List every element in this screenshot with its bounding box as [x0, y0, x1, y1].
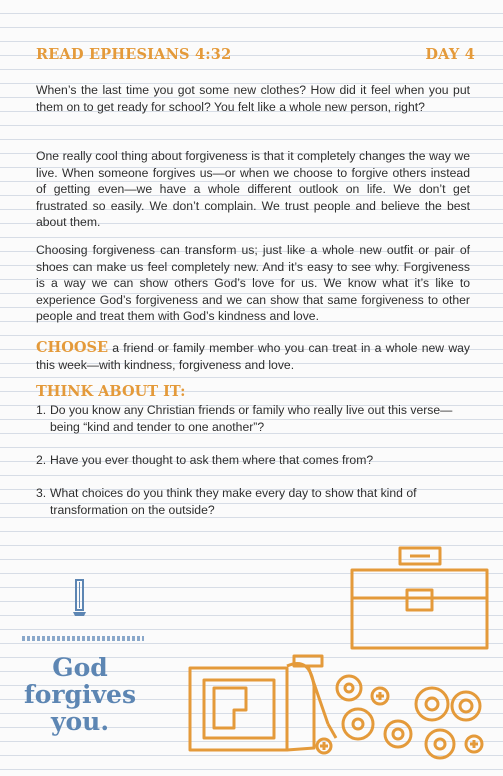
tagline [20, 654, 140, 735]
paragraph-2-text: One really cool thing about forgiveness is that it completely changes the way we live. When someone forgives us—or when we choose to forgive others instead of getting even—we have a whole different outlook on life. We don’t get frustrated so easily. We don’t complain. We trust people and believe the best about them. [36, 149, 470, 229]
paragraph-2 [36, 148, 470, 231]
tools-illustration [182, 538, 492, 768]
question-text: Do you know any Christian friends or family who really live out this verse—being “kind and tender to one another”? [50, 403, 453, 434]
paragraph-1 [36, 82, 470, 115]
toolbox-icon [352, 548, 487, 648]
question-3 [36, 485, 476, 518]
choose-keyword: CHOOSE [36, 339, 109, 356]
question-number: 1. [36, 403, 47, 417]
question-number: 2. [36, 453, 47, 467]
question-1 [36, 402, 476, 435]
tagline-line-1: God [52, 653, 108, 682]
page-header [36, 46, 475, 66]
scripture-reference: READ EPHESIANS 4:32 [36, 46, 232, 63]
question-2 [36, 452, 476, 469]
divider-dash [22, 636, 144, 641]
tagline-line-2: forgives [23, 680, 137, 709]
tagline-line-3: you. [50, 707, 110, 736]
blueprint-icon [190, 664, 314, 751]
paragraph-1-text: When’s the last time you got some new clothes? How did it feel when you put them on to get ready for school? You felt like a whole new person, right? [36, 83, 470, 114]
paragraph-3-text: Choosing forgiveness can transform us; just like a whole new outfit or pair of shoes can make us feel completely new. And it’s easy to see why. Forgiveness is a way we can show others God’s love for us. We know what it’s like to experience God’s forgiveness and we can show that same forgiveness to other people and treat them with God’s kindness and love. [36, 243, 470, 323]
question-text: Have you ever thought to ask them where that comes from? [50, 453, 374, 467]
question-number: 3. [36, 486, 47, 500]
paragraph-3 [36, 242, 470, 325]
choose-block [36, 340, 470, 373]
day-label: DAY 4 [425, 46, 475, 63]
pencil-icon [70, 578, 90, 620]
think-about-it-heading: THINK ABOUT IT: [36, 383, 186, 400]
gears-icon [317, 676, 482, 758]
question-text: What choices do you think they make every day to show that kind of transformation on the outside? [50, 486, 417, 517]
choose-text: a friend or family member who you can treat in a whole new way this week—with kindness, forgiveness and love. [36, 341, 470, 372]
